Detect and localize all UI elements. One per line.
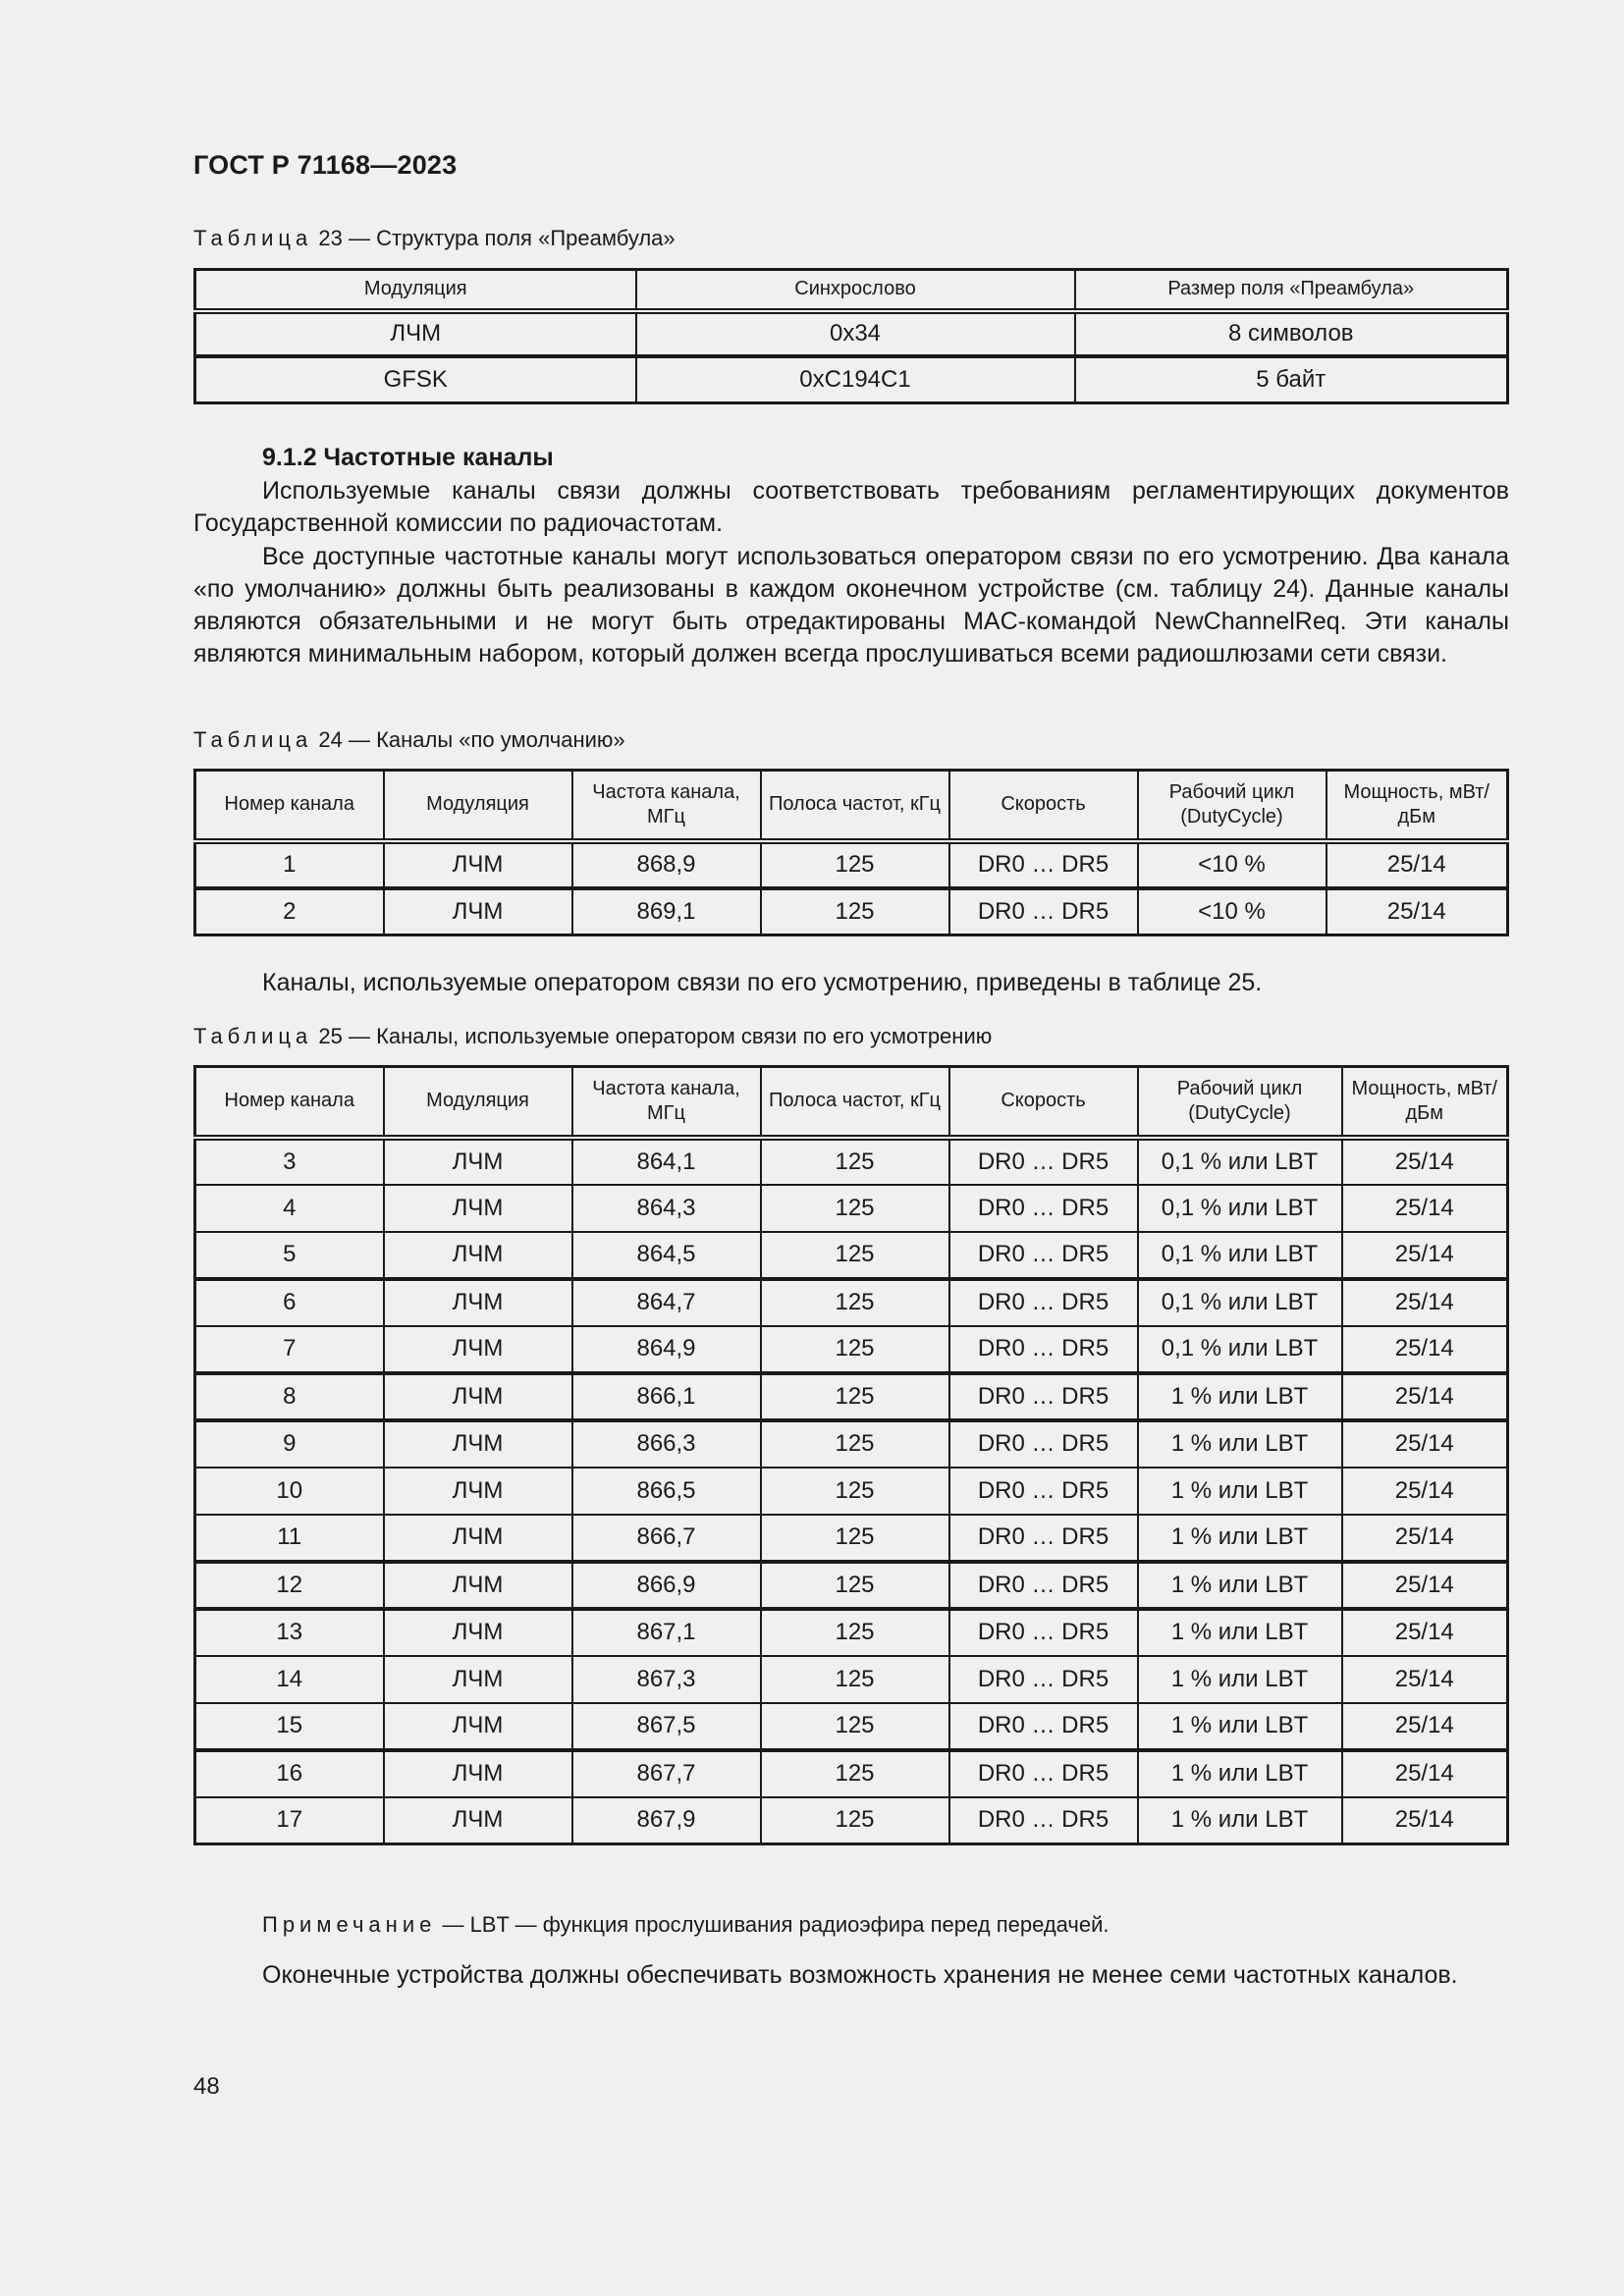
table-cell: DR0 … DR5 bbox=[949, 1515, 1138, 1562]
table-cell: 125 bbox=[761, 1420, 949, 1468]
table-cell: <10 % bbox=[1138, 841, 1326, 888]
column-header: Мощность, мВт/дБм bbox=[1326, 771, 1508, 841]
column-header: Синхрослово bbox=[636, 270, 1075, 311]
paragraph: Все доступные частотные каналы могут использоваться оператором связи по его усмотрению. Два канала «по умолчанию» должны быть реализованы в каждом оконечном устройстве (см. таблицу 24). Данные каналы являются обязательными и не могут быть отредактированы MAC-командой NewChannelReq. Эти каналы являются минимальным набором, который должен всегда прослушиваться всеми радиошлюзами сети связи. bbox=[193, 543, 1509, 667]
table-cell: 125 bbox=[761, 1562, 949, 1609]
table-cell: 867,5 bbox=[572, 1703, 761, 1750]
table-row bbox=[195, 1750, 1508, 1797]
column-header: Частота канала, МГц bbox=[572, 771, 761, 841]
table-cell: ЛЧМ bbox=[384, 888, 572, 935]
table-cell: 866,5 bbox=[572, 1468, 761, 1515]
table-cell: 867,7 bbox=[572, 1750, 761, 1797]
table-row bbox=[195, 1609, 1508, 1656]
caption-title: 23 — Структура поля «Преамбула» bbox=[312, 226, 676, 250]
table-cell: DR0 … DR5 bbox=[949, 1562, 1138, 1609]
table-cell: ЛЧМ bbox=[384, 1373, 572, 1420]
table-cell: 25/14 bbox=[1342, 1515, 1508, 1562]
table-cell: 125 bbox=[761, 1797, 949, 1844]
document-header: ГОСТ Р 71168—2023 bbox=[193, 150, 458, 180]
table-cell: 25/14 bbox=[1342, 1703, 1508, 1750]
table-24 bbox=[193, 769, 1509, 936]
table-cell: 125 bbox=[761, 1468, 949, 1515]
paragraph: Используемые каналы связи должны соответствовать требованиям регламентирующих документов Государственной комиссии по радиочастотам. bbox=[193, 477, 1509, 537]
table-cell: 125 bbox=[761, 1232, 949, 1279]
column-header: Модуляция bbox=[384, 1067, 572, 1138]
table-cell: DR0 … DR5 bbox=[949, 1279, 1138, 1326]
note-text: — LBT — функция прослушивания радиоэфира перед передачей. bbox=[436, 1912, 1110, 1937]
table-cell: DR0 … DR5 bbox=[949, 888, 1138, 935]
table-cell: 1 bbox=[195, 841, 384, 888]
table-cell: ЛЧМ bbox=[384, 1703, 572, 1750]
table-cell: 25/14 bbox=[1342, 1609, 1508, 1656]
table-cell: 5 bbox=[195, 1232, 384, 1279]
table-cell: 867,3 bbox=[572, 1656, 761, 1703]
column-header: Рабочий цикл (DutyCycle) bbox=[1138, 1067, 1342, 1138]
table-cell: DR0 … DR5 bbox=[949, 1656, 1138, 1703]
table-cell: ЛЧМ bbox=[384, 1326, 572, 1373]
column-header: Частота канала, МГц bbox=[572, 1067, 761, 1138]
table-cell: ЛЧМ bbox=[384, 1656, 572, 1703]
table-cell: ЛЧМ bbox=[384, 1515, 572, 1562]
table-cell: ЛЧМ bbox=[384, 1420, 572, 1468]
column-header: Номер канала bbox=[195, 1067, 384, 1138]
table-cell: 17 bbox=[195, 1797, 384, 1844]
table-cell: 1 % или LBT bbox=[1138, 1373, 1342, 1420]
table-cell: ЛЧМ bbox=[384, 1562, 572, 1609]
caption-label: Таблица bbox=[193, 226, 313, 250]
table-cell: 1 % или LBT bbox=[1138, 1609, 1342, 1656]
table-cell: 864,7 bbox=[572, 1279, 761, 1326]
table-cell: 1 % или LBT bbox=[1138, 1797, 1342, 1844]
table-cell: DR0 … DR5 bbox=[949, 1185, 1138, 1232]
column-header: Мощность, мВт/дБм bbox=[1342, 1067, 1508, 1138]
table-cell: 4 bbox=[195, 1185, 384, 1232]
table-cell: 25/14 bbox=[1342, 1656, 1508, 1703]
table-cell: 14 bbox=[195, 1656, 384, 1703]
table-cell: ЛЧМ bbox=[384, 1185, 572, 1232]
table-cell: ЛЧМ bbox=[384, 1279, 572, 1326]
table-cell: 125 bbox=[761, 1326, 949, 1373]
table-cell: 125 bbox=[761, 1185, 949, 1232]
table-25-caption bbox=[193, 1024, 992, 1049]
table-cell: 9 bbox=[195, 1420, 384, 1468]
table-row bbox=[195, 1185, 1508, 1232]
column-header: Скорость bbox=[949, 771, 1138, 841]
table-cell: ЛЧМ bbox=[384, 1138, 572, 1185]
table-cell: DR0 … DR5 bbox=[949, 1326, 1138, 1373]
table-cell: 125 bbox=[761, 1609, 949, 1656]
table-cell: 125 bbox=[761, 1373, 949, 1420]
table-cell: ЛЧМ bbox=[384, 1232, 572, 1279]
table-cell: 10 bbox=[195, 1468, 384, 1515]
table-cell: DR0 … DR5 bbox=[949, 1797, 1138, 1844]
table-cell: 25/14 bbox=[1342, 1373, 1508, 1420]
table-cell: 864,1 bbox=[572, 1138, 761, 1185]
table-cell: 1 % или LBT bbox=[1138, 1703, 1342, 1750]
table-cell: ЛЧМ bbox=[384, 841, 572, 888]
table-cell: 25/14 bbox=[1342, 1468, 1508, 1515]
table-cell: 13 bbox=[195, 1609, 384, 1656]
table-cell: DR0 … DR5 bbox=[949, 1609, 1138, 1656]
table-row bbox=[195, 1468, 1508, 1515]
table-cell: 125 bbox=[761, 1515, 949, 1562]
caption-label: Таблица bbox=[193, 1024, 313, 1048]
table-cell: 1 % или LBT bbox=[1138, 1515, 1342, 1562]
table-cell: 1 % или LBT bbox=[1138, 1420, 1342, 1468]
table-cell: 12 bbox=[195, 1562, 384, 1609]
caption-label: Таблица bbox=[193, 727, 313, 752]
table-cell: 0,1 % или LBT bbox=[1138, 1326, 1342, 1373]
table-cell: ЛЧМ bbox=[384, 1609, 572, 1656]
table-cell: ЛЧМ bbox=[384, 1468, 572, 1515]
table-cell: 1 % или LBT bbox=[1138, 1468, 1342, 1515]
table-cell: 0,1 % или LBT bbox=[1138, 1185, 1342, 1232]
table-cell: 1 % или LBT bbox=[1138, 1562, 1342, 1609]
column-header: Номер канала bbox=[195, 771, 384, 841]
table-cell: 1 % или LBT bbox=[1138, 1656, 1342, 1703]
paragraph: Каналы, используемые оператором связи по его усмотрению, приведены в таблице 25. bbox=[262, 969, 1263, 996]
table-cell: 6 bbox=[195, 1279, 384, 1326]
table-cell: 25/14 bbox=[1342, 1232, 1508, 1279]
table-cell: 25/14 bbox=[1326, 841, 1508, 888]
table-cell: 25/14 bbox=[1342, 1326, 1508, 1373]
column-header: Модуляция bbox=[195, 270, 636, 311]
column-header: Размер поля «Преамбула» bbox=[1075, 270, 1508, 311]
table-row bbox=[195, 311, 1508, 356]
table-cell: ЛЧМ bbox=[384, 1797, 572, 1844]
table-cell: 8 символов bbox=[1075, 311, 1508, 356]
table-row bbox=[195, 1656, 1508, 1703]
table-cell: 866,9 bbox=[572, 1562, 761, 1609]
table-row bbox=[195, 1420, 1508, 1468]
column-header: Полоса частот, кГц bbox=[761, 1067, 949, 1138]
table-cell: 25/14 bbox=[1342, 1562, 1508, 1609]
table-cell: 1 % или LBT bbox=[1138, 1750, 1342, 1797]
table-cell: 8 bbox=[195, 1373, 384, 1420]
paragraph: Оконечные устройства должны обеспечивать возможность хранения не менее семи частотных каналов. bbox=[262, 1961, 1458, 1989]
table-note bbox=[262, 1912, 1110, 1938]
caption-title: 24 — Каналы «по умолчанию» bbox=[312, 727, 625, 752]
table-cell: DR0 … DR5 bbox=[949, 1420, 1138, 1468]
table-cell: 5 байт bbox=[1075, 356, 1508, 403]
table-cell: 25/14 bbox=[1342, 1185, 1508, 1232]
table-cell: 867,9 bbox=[572, 1797, 761, 1844]
table-cell: DR0 … DR5 bbox=[949, 1232, 1138, 1279]
table-row bbox=[195, 1562, 1508, 1609]
table-cell: 868,9 bbox=[572, 841, 761, 888]
column-header: Скорость bbox=[949, 1067, 1138, 1138]
table-cell: 866,1 bbox=[572, 1373, 761, 1420]
table-row bbox=[195, 1373, 1508, 1420]
table-row bbox=[195, 1326, 1508, 1373]
table-cell: 125 bbox=[761, 888, 949, 935]
table-23 bbox=[193, 268, 1509, 404]
table-cell: DR0 … DR5 bbox=[949, 1373, 1138, 1420]
table-cell: 2 bbox=[195, 888, 384, 935]
table-24-caption bbox=[193, 727, 625, 753]
column-header: Рабочий цикл (DutyCycle) bbox=[1138, 771, 1326, 841]
table-cell: 25/14 bbox=[1342, 1420, 1508, 1468]
table-cell: 125 bbox=[761, 1750, 949, 1797]
table-cell: GFSK bbox=[195, 356, 636, 403]
table-cell: DR0 … DR5 bbox=[949, 1750, 1138, 1797]
table-cell: 25/14 bbox=[1342, 1279, 1508, 1326]
table-cell: 125 bbox=[761, 841, 949, 888]
table-cell: 0xC194C1 bbox=[636, 356, 1075, 403]
table-cell: 25/14 bbox=[1326, 888, 1508, 935]
table-cell: DR0 … DR5 bbox=[949, 841, 1138, 888]
table-row bbox=[195, 888, 1508, 935]
section-heading: 9.1.2 Частотные каналы bbox=[262, 444, 554, 471]
table-cell: 16 bbox=[195, 1750, 384, 1797]
table-cell: 0,1 % или LBT bbox=[1138, 1232, 1342, 1279]
table-cell: 25/14 bbox=[1342, 1750, 1508, 1797]
table-row bbox=[195, 1797, 1508, 1844]
table-row bbox=[195, 1279, 1508, 1326]
table-cell: 864,3 bbox=[572, 1185, 761, 1232]
table-cell: <10 % bbox=[1138, 888, 1326, 935]
table-cell: 866,7 bbox=[572, 1515, 761, 1562]
table-cell: 864,9 bbox=[572, 1326, 761, 1373]
caption-title: 25 — Каналы, используемые оператором связи по его усмотрению bbox=[312, 1024, 993, 1048]
table-cell: 0,1 % или LBT bbox=[1138, 1279, 1342, 1326]
table-cell: 125 bbox=[761, 1656, 949, 1703]
table-cell: DR0 … DR5 bbox=[949, 1468, 1138, 1515]
table-cell: 25/14 bbox=[1342, 1138, 1508, 1185]
table-cell: 864,5 bbox=[572, 1232, 761, 1279]
table-cell: 15 bbox=[195, 1703, 384, 1750]
table-row bbox=[195, 841, 1508, 888]
table-cell: ЛЧМ bbox=[195, 311, 636, 356]
table-cell: DR0 … DR5 bbox=[949, 1138, 1138, 1185]
table-cell: DR0 … DR5 bbox=[949, 1703, 1138, 1750]
column-header: Полоса частот, кГц bbox=[761, 771, 949, 841]
table-25 bbox=[193, 1065, 1509, 1845]
column-header: Модуляция bbox=[384, 771, 572, 841]
table-row bbox=[195, 1138, 1508, 1185]
table-cell: 11 bbox=[195, 1515, 384, 1562]
table-cell: 3 bbox=[195, 1138, 384, 1185]
table-cell: 125 bbox=[761, 1703, 949, 1750]
table-row bbox=[195, 1232, 1508, 1279]
table-cell: 0,1 % или LBT bbox=[1138, 1138, 1342, 1185]
table-cell: 125 bbox=[761, 1138, 949, 1185]
table-row bbox=[195, 1703, 1508, 1750]
table-cell: 867,1 bbox=[572, 1609, 761, 1656]
table-row bbox=[195, 1515, 1508, 1562]
table-cell: 25/14 bbox=[1342, 1797, 1508, 1844]
page-number: 48 bbox=[193, 2073, 220, 2100]
table-row bbox=[195, 356, 1508, 403]
table-cell: 125 bbox=[761, 1279, 949, 1326]
table-cell: 869,1 bbox=[572, 888, 761, 935]
table-cell: 0x34 bbox=[636, 311, 1075, 356]
table-cell: 866,3 bbox=[572, 1420, 761, 1468]
note-label: Примечание bbox=[262, 1912, 437, 1937]
table-cell: 7 bbox=[195, 1326, 384, 1373]
table-cell: ЛЧМ bbox=[384, 1750, 572, 1797]
table-23-caption bbox=[193, 226, 676, 251]
